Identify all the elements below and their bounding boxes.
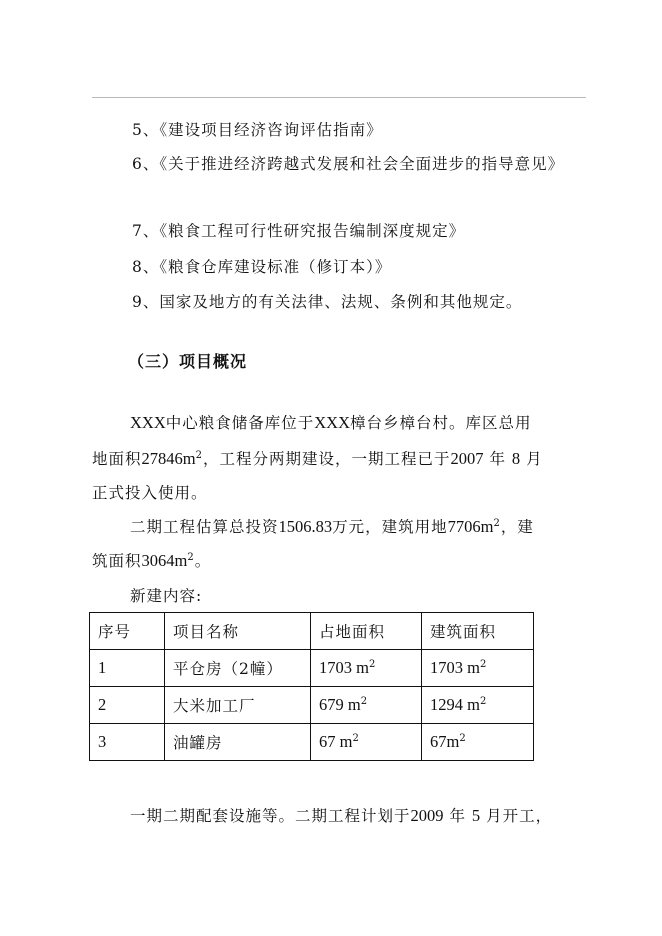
cell-no: 3 — [90, 724, 165, 761]
cell-name: 油罐房 — [165, 724, 311, 761]
cell-name: 平仓房（2幢） — [165, 650, 311, 687]
section-heading: （三）项目概况 — [128, 352, 248, 371]
cell-building-area: $67m^2$ — [422, 724, 534, 761]
overview-paragraph-1-line-2: 地面积$27846m^2$，工程分两期建设，一期工程已于2007 年 8 月 — [92, 449, 543, 468]
table-row — [90, 687, 534, 724]
reference-item-8: 8、《粮食仓库建设标准（修订本）》 — [132, 258, 392, 276]
header-cell-building-area: 建筑面积 — [422, 613, 534, 650]
cell-building-area: 1294 $m^2$ — [422, 687, 534, 724]
table-header-row — [90, 613, 534, 650]
header-cell-name: 项目名称 — [165, 613, 311, 650]
reference-item-9: 9、国家及地方的有关法律、法规、条例和其他规定。 — [132, 293, 523, 311]
cell-land-area: 1703 $m^2$ — [311, 650, 422, 687]
table-row — [90, 650, 534, 687]
overview-paragraph-1-line-3: 正式投入使用。 — [92, 484, 208, 502]
overview-paragraph-2-line-1: 二期工程估算总投资1506.83万元，建筑用地$7706m^2$，建 — [130, 517, 534, 536]
cell-no: 2 — [90, 687, 165, 724]
table-row — [90, 724, 534, 761]
reference-item-6: 6、《关于推进经济跨越式发展和社会全面进步的指导意见》 — [132, 155, 565, 173]
header-cell-no: 序号 — [90, 613, 165, 650]
header-cell-land-area: 占地面积 — [311, 613, 422, 650]
cell-land-area: 679 $m^2$ — [311, 687, 422, 724]
overview-paragraph-2-line-2: 筑面积$3064m^2$。 — [92, 551, 212, 570]
cell-no: 1 — [90, 650, 165, 687]
construction-table — [89, 612, 534, 761]
reference-item-7: 7、《粮食工程可行性研究报告编制深度规定》 — [132, 222, 466, 240]
cell-building-area: 1703 $m^2$ — [422, 650, 534, 687]
header-rule — [92, 97, 586, 98]
cell-land-area: 67 $m^2$ — [311, 724, 422, 761]
overview-paragraph-1-line-1: XXX中心粮食储备库位于XXX樟台乡樟台村。库区总用 — [130, 413, 532, 432]
cell-name: 大米加工厂 — [165, 687, 311, 724]
closing-paragraph-line: 一期二期配套设施等。二期工程计划于2009 年 5 月开工， — [130, 806, 553, 825]
reference-item-5: 5、《建设项目经济咨询评估指南》 — [132, 121, 383, 139]
new-construction-label: 新建内容: — [130, 587, 203, 605]
